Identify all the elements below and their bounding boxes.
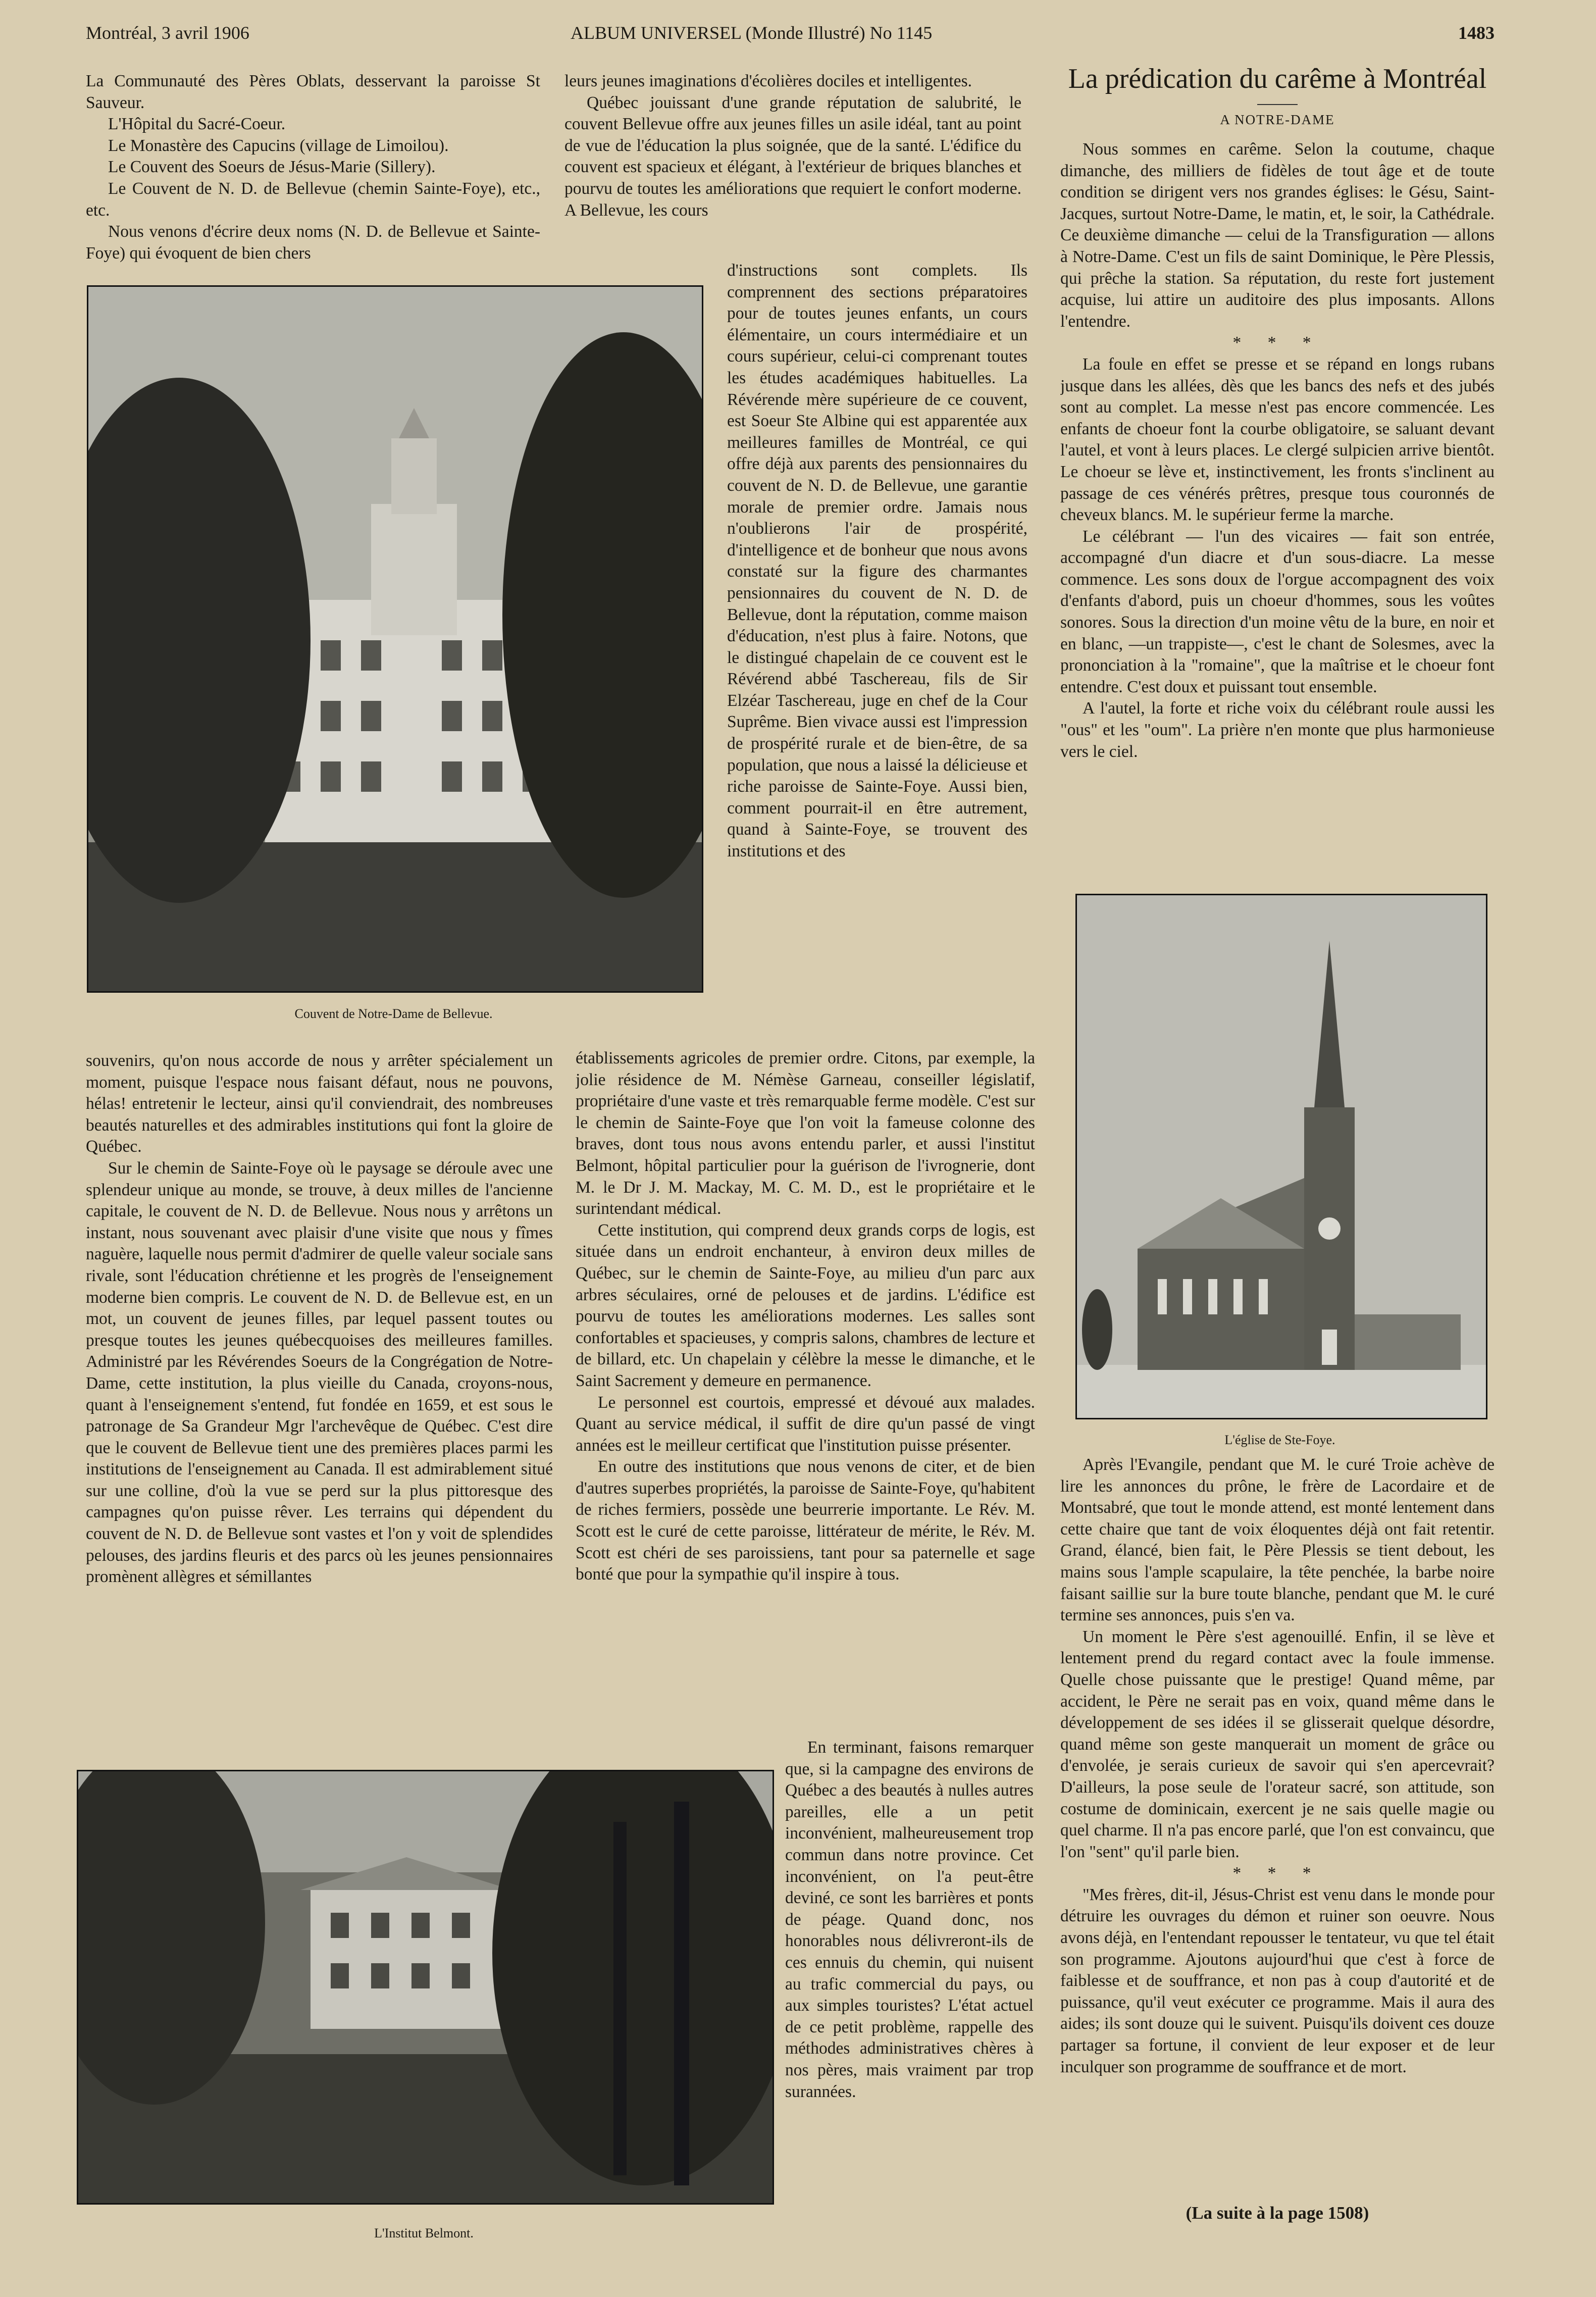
- paragraph: En outre des institutions que nous venons de citer, et de bien d'autres superbes propriétés, la paroisse de Sainte-Foye, qu'habitent de riches fermiers, possède une beurrerie importante. Le Rév. M. Scott est le curé de cette paroisse, littérateur de mérite, le Rév. M. Scott est chéri de ses paroissiens, tant pour sa paternelle et sage bonté que pour la sympathie qu'il inspire à tous.: [576, 1457, 1035, 1584]
- paragraph: Nous sommes en carême. Selon la coutume, chaque dimanche, des milliers de fidèles de tout âge et de toute condition se dirigent vers nos grandes églises: le Gésu, Saint-Jacques, surtout Notre-Dame, le matin, et, le soir, la Cathédrale. Ce deuxième dimanche — celui de la Transfiguration — allons à Notre-Dame. C'est un fils de saint Dominique, le Père Plessis, qui prêche la station. Sa réputation, du reste fort justement acquise, lui attire un auditoire des plus imposants. Allons l'entendre.: [1060, 140, 1495, 331]
- paragraph: souvenirs, qu'on nous accorde de nous y arrêter spécialement un moment, puisque l'espace nous faisant défaut, nous ne pouvons, hélas! entretenir le lecteur, ainsi qu'il conviendrait, des nombreuses beautés naturelles et des admirables institutions qui font la gloire de Québec.: [86, 1051, 553, 1156]
- paragraph: L'Hôpital du Sacré-Coeur.: [108, 115, 286, 134]
- article-subtitle: A NOTRE-DAME: [1220, 112, 1335, 127]
- paragraph: Le Couvent des Soeurs de Jésus-Marie (Sillery).: [108, 158, 436, 177]
- paragraph: Un moment le Père s'est agenouillé. Enfin, il se lève et lentement prend du regard contact avec la foule immense. Quelle chose puissante que le prestige! Quand même, par accident, le Père ne serait pas en voix, quand même dans le développement de ses idées il se glisserait quelque désordre, quand même son geste manquerait un moment de grâce ou d'envolée, je serais curieux de savoir qui s'en apercevrait? D'ailleurs, la pose seule de l'orateur sacré, son attitude, son costume de dominicain, exercent je ne sais quelle magie ou quel charme. Il n'a pas encore parlé, que l'on est convaincu, que l'on "sent" qu'il parle bien.: [1060, 1627, 1495, 1861]
- paragraph: Québec jouissant d'une grande réputation de salubrité, le couvent Bellevue offre aux jeunes filles un asile idéal, tant au point de vue de l'éducation la plus soignée, que de la santé. L'édifice du couvent est spacieux et élégant, à l'extérieur de briques blanches et pourvu de toutes les améliorations que requiert le confort moderne. A Bellevue, les cours: [564, 93, 1021, 220]
- paragraph: Cette institution, qui comprend deux grands corps de logis, est située dans un endroit enchanteur, à environ deux milles de Québec, sur le chemin de Sainte-Foye, au milieu d'un parc aux arbres séculaires, orné de pelouses et de jardins. L'édifice est pourvu de toutes les améliorations modernes. Les salles sont confortables et spacieuses, y compris salons, chambres de lecture et de billard, etc. Un chapelain y célèbre la messe le dimanche, et le Saint Sacrement y demeure en permanence.: [576, 1220, 1035, 1390]
- paragraph: Le Couvent de N. D. de Bellevue (chemin Sainte-Foye), etc., etc.: [86, 179, 540, 220]
- paragraph: Après l'Evangile, pendant que M. le curé Troie achève de lire les annonces du prône, le frère de Lacordaire et de Montsabré, que tout le monde attend, est monté lentement dans cette chaire que tant de voix éloquentes déjà ont fait retentir. Grand, élancé, bien fait, le Père Plessis se tient debout, les mains sous l'ample scapulaire, la tête penchée, la barbe noire faisant saillie sur la bure toute blanche, pendant que M. le curé termine ses annonces, puis s'en va.: [1060, 1455, 1495, 1625]
- paragraph: A l'autel, la forte et riche voix du célébrant roule aussi les "ous" et les "oum". La prière n'en monte que plus harmonieuse vers le ciel.: [1060, 699, 1495, 761]
- paragraph: La foule en effet se presse et se répand en longs rubans jusque dans les allées, dès que les bancs des nefs et des jubés sont au complet. La messe n'est pas encore commencée. Les enfants de choeur font la courbe obligatoire, se saluant devant l'autel, et vont à leurs places. Le clergé sulpicien arrive bientôt. Le choeur se lève et, instinctivement, les fronts s'inclinent au passage de ces vénérés prêtres, presque tous couronnés de cheveux blancs. M. le supérieur ferme la marche.: [1060, 354, 1495, 525]
- church-illustration: [1077, 895, 1486, 1418]
- separator-stars: * * *: [1232, 1864, 1322, 1883]
- col2-side-text: [727, 260, 1027, 1053]
- col2-bottom-text: [785, 1737, 1034, 2212]
- continuation-note: (La suite à la page 1508): [1186, 2203, 1369, 2223]
- paragraph: "Mes frères, dit-il, Jésus-Christ est venu dans le monde pour détruire les ouvrages du démon et ruiner son oeuvre. Nous avons déjà, en l'entendant repousser le tentateur, vu que tel était son programme. Ajoutons aujourd'hui que c'est à force de faiblesse et de souffrance, et non pas à coup d'autorité et de puissance, qu'il veut exécuter ce programme. Mais il aura des aides; ils sont douze qui le suivent. Puisqu'ils doivent ces douze partager sa fortune, il convient de leur exposer et de leur inculquer son programme de souffrance et de mort.: [1060, 1885, 1495, 2076]
- col1-top-text: [86, 71, 540, 273]
- paragraph: Sur le chemin de Sainte-Foye où le paysage se déroule avec une splendeur unique au monde, se trouve, à deux milles de l'ancienne capitale, le couvent de N. D. de Bellevue. Nous nous y arrêtons un instant, nous souvenant avec plaisir d'une visite que nous y fîmes naguère, laquelle nous permit d'admirer de quelle valeur sociale sans rivale, sont l'éducation chrétienne et les progrès de l'enseignement moderne bien compris. Le couvent de N. D. de Bellevue est, en un mot, un couvent de jeunes filles, par lequel passent toutes ou presque toutes les jeunes québecquoises des meilleures familles. Administré par les Révérendes Soeurs de la Congrégation de Notre-Dame, cette institution, la plus vieille du Canada, croyons-nous, quant à l'enseignement s'entend, fut fondée en 1659, et est sous le patronage de Sa Grandeur Mgr l'archevêque de Québec. C'est dire que le couvent de Bellevue tient une des premières places parmi les institutions de l'enseignement au Canada. Il est admirablement situé sur une colline, d'où la vue se perd sur la plus pittoresque des campagnes qu'on puisse rêver. Les terrains qui dépendent du couvent de N. D. de Bellevue sont vastes et l'on y voit de splendides pelouses, des jardins fleuris et des parcs où les jeunes pensionnaires promènent allègres et sémillantes: [86, 1158, 553, 1587]
- paragraph: leurs jeunes imaginations d'écolières dociles et intelligentes.: [564, 72, 972, 90]
- institut-illustration: [78, 1771, 773, 2203]
- col1-mid-text: [86, 1050, 553, 1752]
- header-date: Montréal, 3 avril 1906: [86, 23, 249, 43]
- paragraph: Nous venons d'écrire deux noms (N. D. de Bellevue et Sainte-Foye) qui évoquent de bien chers: [86, 222, 540, 263]
- paragraph: établissements agricoles de premier ordre. Citons, par exemple, la jolie résidence de M. Némèse Garneau, conseiller législatif, propriétaire d'une vaste et très remarquable ferme modèle. C'est sur le chemin de Sainte-Foye que l'on voit la fameuse colonne des braves, dont tous nous avons entendu parler, et aussi l'institut Belmont, hôpital particulier pour la guérison de l'ivrognerie, dont M. le Dr J. M. Mackay, M. C. M. D., est le propriétaire et le surintendant médical.: [576, 1049, 1035, 1218]
- eglise-caption: L'église de Ste-Foye.: [1224, 1433, 1335, 1447]
- couvent-bellevue-photo: [87, 285, 703, 993]
- paragraph: En terminant, faisons remarquer que, si la campagne des environs de Québec a des beautés à nulles autres pareilles, elle a un petit inconvénient, malheureusement trop commun dans notre province. Cet inconvénient, on l'a peut-être deviné, ce sont les barrières et ponts de péage. Quand donc, nos honorables nous délivreront-ils de ces ennuis du chemin, qui nuisent au trafic commercial du pays, ou aux simples touristes? L'état actuel de ce petit problème, rappelle des méthodes administratives chères à nos pères, mais vraiment par trop surannées.: [785, 1738, 1034, 2101]
- header-publication: ALBUM UNIVERSEL (Monde Illustré) No 1145: [571, 23, 933, 43]
- col2-mid-text: [576, 1048, 1035, 1742]
- separator-stars: * * *: [1232, 333, 1322, 352]
- institut-caption: L'Institut Belmont.: [374, 2226, 474, 2240]
- paragraph: d'instructions sont complets. Ils comprennent des sections préparatoires pour de toutes jeunes enfants, un cours élémentaire, un cours intermédiaire et un cours supérieur, celui-ci comprenant toutes les études académiques habituelles. La Révérende mère supérieure de ce couvent, est Soeur Ste Albine qui est apparentée aux meilleures familles de Montréal, ce qui offre déjà aux parents des pensionnaires du couvent de N. D. de Bellevue, une garantie morale de premier ordre. Jamais nous n'oublierons l'air de prospérité, d'intelligence et de bonheur que nous avons constaté sur la figure des charmantes pensionnaires du couvent de N. D. de Bellevue, dont la réputation, comme maison d'éducation, n'est plus à faire. Notons, que le distingué chapelain de ce couvent est le Révérend abbé Taschereau, fils de Sir Elzéar Taschereau, juge en chef de la Cour Suprême. Bien vivace aussi est l'impression de prospérité rurale et de bien-être, de sa population, que nous a laissé la délicieuse et riche paroisse de Sainte-Foye. Aussi bien, comment pourrait-il en être autrement, quand à Sainte-Foye, se trouvent des institutions et des: [727, 261, 1027, 861]
- article-text-bottom: [1060, 1454, 1495, 2202]
- title-rule: [1257, 104, 1298, 105]
- convent-illustration: [88, 287, 702, 991]
- paragraph: Le célébrant — l'un des vicaires — fait son entrée, accompagné d'un diacre et d'un sous-diacre. La messe commence. Les sons doux de l'orgue accompagnent des voix d'enfants d'abord, puis un choeur d'hommes, sous les voûtes sonores. Sous la direction d'un moine vêtu de la bure, en noir et en blanc, —un trappiste—, c'est le chant de Solesmes, avec la prononciation à la "romaine", que la maîtrise et le choeur font entendre. C'est doux et puissant tout ensemble.: [1060, 527, 1495, 696]
- paragraph: Le personnel est courtois, empressé et dévoué aux malades. Quant au service médical, il suffit de dire qu'un passé de vingt années est le meilleur certificat que l'institution puisse présenter.: [576, 1393, 1035, 1455]
- col2-top-text: [564, 71, 1021, 268]
- paragraph: Le Monastère des Capucins (village de Limoilou).: [108, 136, 449, 155]
- article-title: La prédication du carême à Montréal: [1068, 63, 1487, 94]
- paragraph: La Communauté des Pères Oblats, desservant la paroisse St Sauveur.: [86, 72, 540, 112]
- eglise-ste-foye-photo: [1075, 894, 1487, 1419]
- institut-belmont-photo: [77, 1770, 774, 2205]
- article-text-top: [1060, 139, 1495, 866]
- header-page-number: 1483: [1458, 23, 1495, 43]
- couvent-caption: Couvent de Notre-Dame de Bellevue.: [294, 1006, 493, 1021]
- page-header: [86, 22, 1495, 50]
